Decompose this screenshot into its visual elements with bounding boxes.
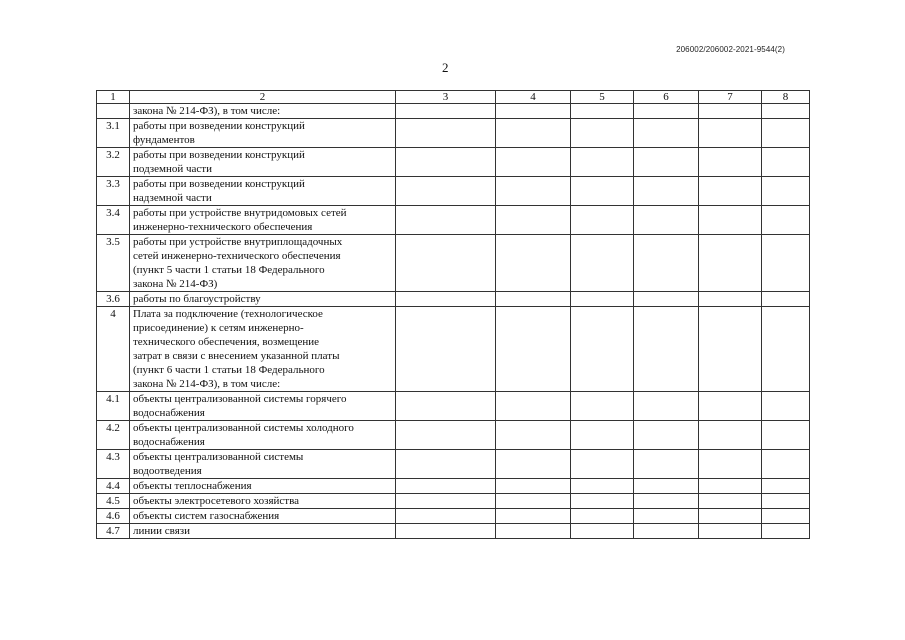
empty-cell xyxy=(396,148,496,177)
empty-cell xyxy=(699,494,762,509)
table-row xyxy=(97,235,810,292)
row-number: 3.2 xyxy=(97,148,130,177)
empty-cell xyxy=(762,392,810,421)
description-line: сетей инженерно-технического обеспечения xyxy=(133,250,341,262)
empty-cell xyxy=(634,392,699,421)
empty-cell xyxy=(634,292,699,307)
description-line: водоотведения xyxy=(133,465,202,477)
empty-cell xyxy=(762,479,810,494)
description-line: присоединение) к сетям инженерно- xyxy=(133,322,304,334)
empty-cell xyxy=(571,494,634,509)
empty-cell xyxy=(634,104,699,119)
empty-cell xyxy=(762,206,810,235)
description-line: инженерно-технического обеспечения xyxy=(133,221,313,233)
empty-cell xyxy=(496,494,571,509)
description-line: работы при возведении конструкций xyxy=(133,149,305,161)
empty-cell xyxy=(762,148,810,177)
empty-cell xyxy=(762,104,810,119)
empty-cell xyxy=(699,104,762,119)
table-row xyxy=(97,148,810,177)
empty-cell xyxy=(634,524,699,539)
row-number: 3.5 xyxy=(97,235,130,292)
empty-cell xyxy=(762,509,810,524)
empty-cell xyxy=(396,509,496,524)
column-header: 8 xyxy=(762,91,810,104)
description-line: работы при возведении конструкций xyxy=(133,178,305,190)
description-line: затрат в связи с внесением указанной платы xyxy=(133,350,340,362)
empty-cell xyxy=(496,206,571,235)
description-line: работы при устройстве внутридомовых сетей xyxy=(133,207,347,219)
page-number: 2 xyxy=(442,60,449,75)
row-description xyxy=(130,450,396,479)
description-line: объекты централизованной системы холодного xyxy=(133,422,354,434)
empty-cell xyxy=(571,177,634,206)
table-header-row xyxy=(97,91,810,104)
empty-cell xyxy=(634,509,699,524)
table-row xyxy=(97,494,810,509)
empty-cell xyxy=(396,177,496,206)
empty-cell xyxy=(699,148,762,177)
description-line: работы при возведении конструкций xyxy=(133,120,305,132)
column-header: 4 xyxy=(496,91,571,104)
empty-cell xyxy=(496,104,571,119)
empty-cell xyxy=(496,307,571,392)
row-description xyxy=(130,509,396,524)
empty-cell xyxy=(396,494,496,509)
description-line: объекты централизованной системы xyxy=(133,451,304,463)
empty-cell xyxy=(634,421,699,450)
row-description xyxy=(130,494,396,509)
table-row xyxy=(97,307,810,392)
table-row xyxy=(97,119,810,148)
empty-cell xyxy=(634,148,699,177)
empty-cell xyxy=(496,292,571,307)
empty-cell xyxy=(396,479,496,494)
empty-cell xyxy=(634,307,699,392)
empty-cell xyxy=(396,206,496,235)
empty-cell xyxy=(762,292,810,307)
row-description xyxy=(130,148,396,177)
empty-cell xyxy=(496,450,571,479)
table-row xyxy=(97,450,810,479)
empty-cell xyxy=(396,119,496,148)
row-number: 3.3 xyxy=(97,177,130,206)
description-line: подземной части xyxy=(133,163,213,175)
empty-cell xyxy=(634,494,699,509)
empty-cell xyxy=(396,292,496,307)
empty-cell xyxy=(699,524,762,539)
row-number: 4.5 xyxy=(97,494,130,509)
column-header: 2 xyxy=(130,91,396,104)
description-line: объекты электросетевого хозяйства xyxy=(133,495,300,507)
empty-cell xyxy=(634,450,699,479)
empty-cell xyxy=(634,206,699,235)
row-description xyxy=(130,479,396,494)
empty-cell xyxy=(762,450,810,479)
description-line: работы при устройстве внутриплощадочных xyxy=(133,236,343,248)
description-line: работы по благоустройству xyxy=(133,293,261,305)
empty-cell xyxy=(571,235,634,292)
table-row xyxy=(97,524,810,539)
empty-cell xyxy=(634,119,699,148)
description-line: надземной части xyxy=(133,192,212,204)
row-description xyxy=(130,421,396,450)
empty-cell xyxy=(496,421,571,450)
empty-cell xyxy=(699,119,762,148)
column-header: 6 xyxy=(634,91,699,104)
description-line: водоснабжения xyxy=(133,407,205,419)
empty-cell xyxy=(699,307,762,392)
empty-cell xyxy=(571,479,634,494)
description-line: водоснабжения xyxy=(133,436,205,448)
empty-cell xyxy=(496,119,571,148)
empty-cell xyxy=(496,148,571,177)
table-row xyxy=(97,206,810,235)
empty-cell xyxy=(699,206,762,235)
row-description xyxy=(130,206,396,235)
empty-cell xyxy=(699,177,762,206)
empty-cell xyxy=(571,392,634,421)
table-row xyxy=(97,509,810,524)
row-number: 4.2 xyxy=(97,421,130,450)
table-row xyxy=(97,177,810,206)
row-number xyxy=(97,104,130,119)
row-number: 4.7 xyxy=(97,524,130,539)
row-number: 4 xyxy=(97,307,130,392)
table-body xyxy=(97,91,810,539)
empty-cell xyxy=(699,392,762,421)
empty-cell xyxy=(762,494,810,509)
empty-cell xyxy=(699,292,762,307)
empty-cell xyxy=(762,177,810,206)
empty-cell xyxy=(634,177,699,206)
empty-cell xyxy=(762,524,810,539)
empty-cell xyxy=(396,235,496,292)
empty-cell xyxy=(496,509,571,524)
empty-cell xyxy=(396,104,496,119)
empty-cell xyxy=(571,206,634,235)
row-description xyxy=(130,307,396,392)
row-number: 4.1 xyxy=(97,392,130,421)
table-row xyxy=(97,392,810,421)
row-number: 3.1 xyxy=(97,119,130,148)
empty-cell xyxy=(634,235,699,292)
empty-cell xyxy=(571,292,634,307)
empty-cell xyxy=(396,524,496,539)
document-id: 206002/206002-2021-9544(2) xyxy=(676,45,785,54)
description-line: линии связи xyxy=(133,525,191,537)
description-line: объекты централизованной системы горячего xyxy=(133,393,347,405)
empty-cell xyxy=(571,524,634,539)
row-description xyxy=(130,104,396,119)
row-description xyxy=(130,177,396,206)
row-description xyxy=(130,524,396,539)
row-number: 3.4 xyxy=(97,206,130,235)
column-header: 7 xyxy=(699,91,762,104)
description-line: фундаментов xyxy=(133,134,195,146)
table-row xyxy=(97,292,810,307)
column-header: 3 xyxy=(396,91,496,104)
table-row xyxy=(97,104,810,119)
column-header: 5 xyxy=(571,91,634,104)
description-line: (пункт 6 части 1 статьи 18 Федерального xyxy=(133,364,325,376)
empty-cell xyxy=(699,509,762,524)
empty-cell xyxy=(496,235,571,292)
empty-cell xyxy=(396,392,496,421)
row-description xyxy=(130,119,396,148)
empty-cell xyxy=(699,479,762,494)
description-line: закона № 214-ФЗ), в том числе: xyxy=(133,105,281,117)
empty-cell xyxy=(496,177,571,206)
row-description xyxy=(130,392,396,421)
empty-cell xyxy=(762,119,810,148)
empty-cell xyxy=(496,524,571,539)
description-line: технического обеспечения, возмещение xyxy=(133,336,320,348)
data-table xyxy=(96,90,810,539)
description-line: (пункт 5 части 1 статьи 18 Федерального xyxy=(133,264,325,276)
empty-cell xyxy=(571,119,634,148)
empty-cell xyxy=(699,421,762,450)
description-line: Плата за подключение (технологическое xyxy=(133,308,323,320)
empty-cell xyxy=(571,421,634,450)
empty-cell xyxy=(571,104,634,119)
description-line: закона № 214-ФЗ) xyxy=(133,278,218,290)
description-line: объекты систем газоснабжения xyxy=(133,510,280,522)
empty-cell xyxy=(396,421,496,450)
empty-cell xyxy=(571,509,634,524)
description-line: объекты теплоснабжения xyxy=(133,480,252,492)
empty-cell xyxy=(396,307,496,392)
empty-cell xyxy=(699,450,762,479)
empty-cell xyxy=(699,235,762,292)
empty-cell xyxy=(571,148,634,177)
column-header: 1 xyxy=(97,91,130,104)
empty-cell xyxy=(634,479,699,494)
row-description xyxy=(130,292,396,307)
row-number: 4.3 xyxy=(97,450,130,479)
empty-cell xyxy=(762,307,810,392)
empty-cell xyxy=(496,392,571,421)
empty-cell xyxy=(496,479,571,494)
table-row xyxy=(97,479,810,494)
row-number: 4.4 xyxy=(97,479,130,494)
table-row xyxy=(97,421,810,450)
empty-cell xyxy=(571,307,634,392)
empty-cell xyxy=(396,450,496,479)
row-number: 3.6 xyxy=(97,292,130,307)
row-description xyxy=(130,235,396,292)
empty-cell xyxy=(762,421,810,450)
empty-cell xyxy=(571,450,634,479)
description-line: закона № 214-ФЗ), в том числе: xyxy=(133,378,281,390)
row-number: 4.6 xyxy=(97,509,130,524)
empty-cell xyxy=(762,235,810,292)
